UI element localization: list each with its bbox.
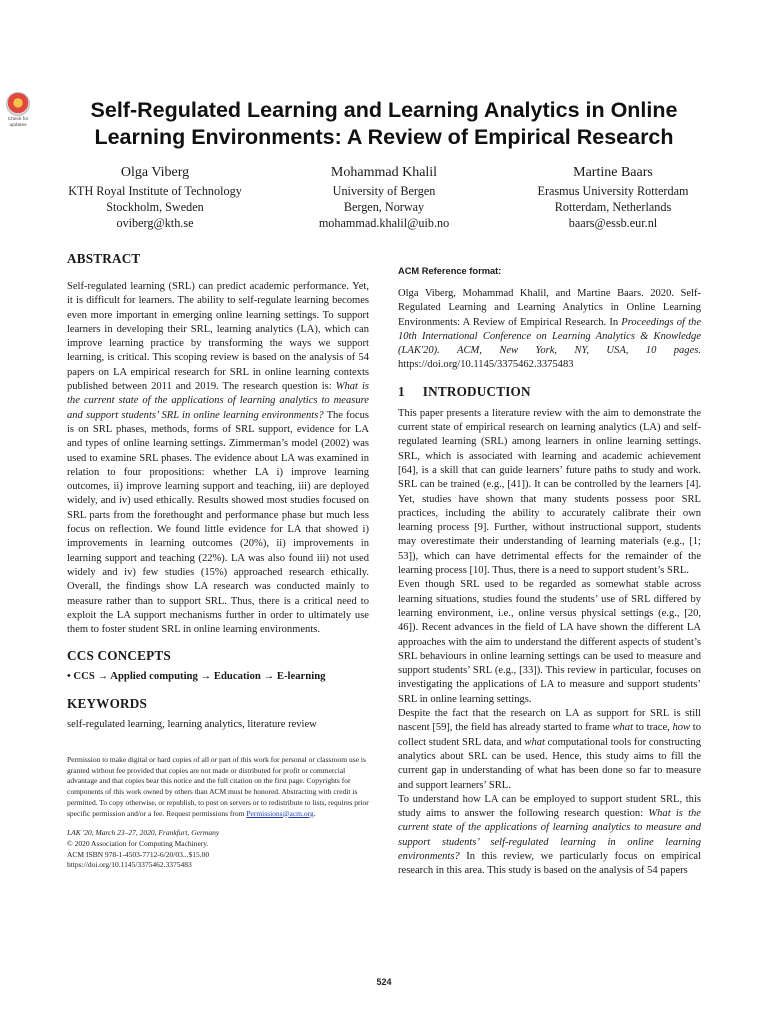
intro-paragraph-2: Even though SRL used to be regarded as somewhat stable across learning situations, studies found the students’ use of SRL differed by learning environment, i.e., online versus physical settings (e.g., [20, 46]). Recent advances in the field of LA have shown the different LA approaches with the aim to understand the different aspects of student’s SRL behaviours in online learning settings can be used to measure and support students’ SRL (e.g., [33]). This review in particular, focuses on investigating the applications of LA to measure and support students’ SRL in online learning settings. <box>398 579 701 705</box>
author-affiliation: University of Bergen <box>332 184 436 198</box>
right-column <box>398 266 701 879</box>
paper-title-line1: Self-Regulated Learning and Learning Analytics in Online <box>90 98 678 122</box>
left-column <box>67 250 369 732</box>
author-location: Rotterdam, Netherlands <box>554 200 672 214</box>
keywords-text: self-regulated learning, learning analytics, literature review <box>67 719 317 731</box>
p3-part-d: computational tools for constructing analytics about SRL can be used. Hence, this study aims to fill the current gap in understanding of what has been done so far to measure and support learners’ SRL. <box>398 736 701 791</box>
author-3 <box>498 163 728 231</box>
author-affiliation: Erasmus University Rotterdam <box>537 184 689 198</box>
author-name: Olga Viberg <box>120 165 190 180</box>
abstract-heading: ABSTRACT <box>67 251 141 266</box>
author-name: Mohammad Khalil <box>330 165 438 180</box>
introduction-body <box>398 407 701 879</box>
author-location: Stockholm, Sweden <box>106 200 204 214</box>
conference-line <box>67 828 369 839</box>
author-email[interactable]: mohammad.khalil@uib.no <box>318 216 450 230</box>
permission-notice <box>67 755 369 871</box>
check-for-updates-badge[interactable] <box>4 92 32 128</box>
keywords-heading: KEYWORDS <box>67 696 148 712</box>
intro-paragraph-4 <box>398 793 701 879</box>
section-title: INTRODUCTION <box>422 383 531 399</box>
author-name: Martine Baars <box>573 165 653 180</box>
permission-body: Permission to make digital or hard copies of all or part of this work for personal or classroom use is granted without fee provided that copies are not made or distributed for profit or commercial advantage and that copies bear this notice and the full citation on the first page. Copyrights for components of this work owned by others than ACM must be honored. Abstracting with credit is permitted. To copy otherwise, or republish, to post on servers or to redistribute to lists, requires prior specific permission and/or a fee. Request permissions from <box>67 755 369 818</box>
author-email[interactable]: oviberg@kth.se <box>116 216 194 230</box>
ccs-concept: • CCS → Applied computing → Education → E-learning <box>67 670 326 683</box>
p3-what-1: what <box>612 722 633 734</box>
p3-part-b: to trace, <box>633 722 673 734</box>
badge-label-line1: Check for <box>7 117 29 122</box>
author-location: Bergen, Norway <box>343 200 425 214</box>
section-number: 1 <box>398 383 405 399</box>
intro-paragraph-3 <box>398 707 701 793</box>
permission-text <box>67 755 369 819</box>
abstract-text-part-a: Self-regulated learning (SRL) can predict academic performance. Yet, it is difficult for learners. The ability to self-regulate learning becomes even more important in emerging online learning settings. To support learners in developing their SRL, learning analytics (LA), which can improve learning practice by transforming the ways we support learning, is critical. This scoping review is based on the analysis of 54 papers on LA empirical research for SRL in online learning contexts published between 2011 and 2019. The research question is: <box>67 281 369 393</box>
copyright-line: © 2020 Association for Computing Machinery. <box>67 838 209 848</box>
ccs-heading: CCS CONCEPTS <box>67 648 171 664</box>
author-email[interactable]: baars@essb.eur.nl <box>568 216 658 230</box>
badge-label-line2: updates <box>9 123 27 128</box>
reference-format-text <box>398 287 701 373</box>
intro-paragraph-1: This paper presents a literature review with the aim to demonstrate the current state of empirical research on learning analytics (LA) and self-regulated learning (SRL) among learners in online learning settings. SRL, which is associated with learning and academic achievement [64], is a skill that can guide learners’ future paths to study and work. SRL can be trained (e.g., [41]). It can be controlled by the learners [4]. Yet, studies have shown that many students possess poor SRL practices, including the ability to accurately calibrate their own learning process [9]. Further, without instructional support, students may overestimate their understanding of learning materials (e.g., [1; 53]), which can have detrimental effects for the remainder of the learning process [10]. Thus, there is a need to support student’s SRL. <box>398 407 701 577</box>
reference-proceedings: Proceedings of the 10th International Conference on Learning Analytics & Knowledge (LAK'20). ACM, New York, NY, USA, 10 pages. <box>398 316 701 357</box>
isbn-line: ACM ISBN 978-1-4503-7712-6/20/03...$15.00 <box>67 849 210 859</box>
permission-period: . <box>313 808 316 818</box>
abstract-text-part-b: The focus is on SRL phases, methods, forms of SRL support, evidence for LA and types of online learning settings. Zimmerman’s model (2002) was used to examine SRL phases. The evidence about LA was examined in relation to four propositions: whether LA i) improve learning outcomes, ii) improve learning support and teaching, iii) are deployed widely, and iv) used ethically. Results showed most studies focused on SRL parts from the forethought and performance phase but much less focus on reflection. We found little evidence for LA that showed i) improvements in learning outcomes (20%), ii) improvements in learning support and teaching (22%). LA was also found iii) not used widely and iv) few studies (15%) approached research ethically. Overall, the findings show LA research was conducted mainly to measure rather than to support SRL. Thus, there is a critical need to exploit the LA support mechanisms further in order to ultimately use them to foster student SRL in online learning environments. <box>67 409 369 636</box>
p3-what-2: what <box>524 736 545 748</box>
author-2 <box>269 163 499 231</box>
p3-part-a: Despite the fact that the research on LA as support for SRL is still nascent [59], the field has already started to frame <box>398 708 701 734</box>
p4-part-a: To understand how LA can be employed to support student SRL, this study aims to answer the following research question: <box>398 793 701 820</box>
reference-part-a: Olga Viberg, Mohammad Khalil, and Martine Baars. 2020. Self-Regulated Learning and Learning Analytics in Online Learning Environments: A Review of Empirical Research. In <box>398 288 701 328</box>
author-block <box>40 163 728 243</box>
p4-part-b: In this review, we particularly focus on empirical research in this area. This study is based on the analysis of 54 papers <box>398 850 701 877</box>
permissions-email-link[interactable]: Permissions@acm.org <box>246 808 314 818</box>
author-affiliation: KTH Royal Institute of Technology <box>68 184 242 198</box>
abstract-research-question: What is the current state of the applications of learning analytics to measure and support students’ SRL in online learning environments? <box>67 381 369 421</box>
paper-title <box>70 97 698 151</box>
crossmark-icon <box>6 92 30 116</box>
p4-research-question: What is the current state of the applications of learning analytics to measure and support students’ self-regulated learning in online learning environments? <box>398 808 701 862</box>
reference-format-heading: ACM Reference format: <box>398 266 502 276</box>
conference-text: LAK '20, March 23–27, 2020, Frankfurt, Germany <box>67 828 220 838</box>
reference-doi[interactable]: https://doi.org/10.1145/3375462.3375483 <box>398 359 574 371</box>
abstract-text <box>67 280 369 637</box>
author-1 <box>40 163 270 231</box>
paper-title-line2: Learning Environments: A Review of Empirical Research <box>94 125 674 149</box>
p3-how: how <box>672 722 691 734</box>
page-number: 524 <box>376 977 392 987</box>
doi-line[interactable]: https://doi.org/10.1145/3375462.3375483 <box>67 860 192 870</box>
p3-part-c: to collect student SRL data, and <box>398 722 701 748</box>
introduction-heading <box>398 383 701 401</box>
